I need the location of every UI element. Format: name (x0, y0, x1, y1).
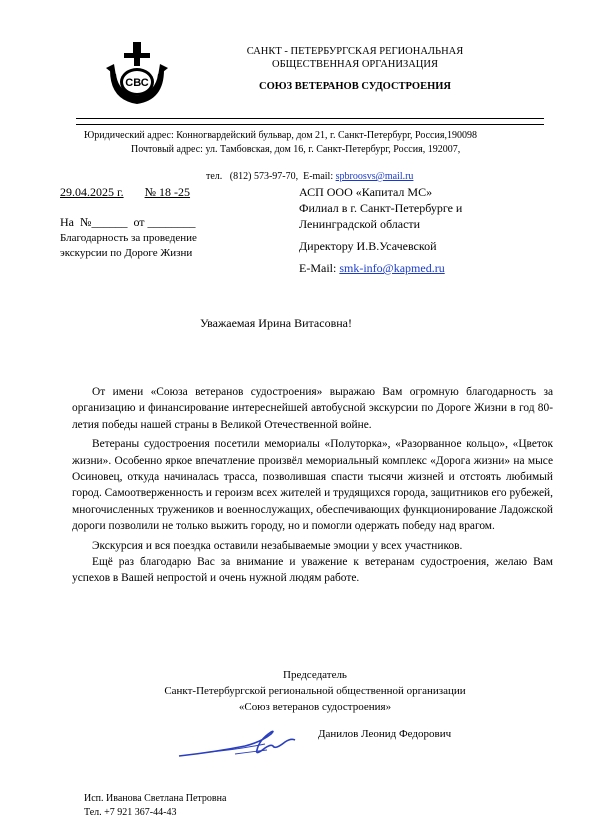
handwritten-signature (175, 722, 305, 766)
logo-text: СВС (125, 77, 149, 89)
recipient-email-link[interactable]: smk-info@kapmed.ru (339, 261, 445, 275)
org-line2: ОБЩЕСТВЕННАЯ ОРГАНИЗАЦИЯ (272, 59, 438, 70)
signer-name: Данилов Леонид Федорович (318, 728, 452, 740)
legal-address: Юридический адрес: Конногвардейский бульвар, дом 21, г. Санкт-Петербург, Россия,190098 (84, 130, 477, 141)
org-logo (104, 42, 170, 108)
anchor-logo-icon (104, 42, 170, 108)
letter-ref (60, 185, 190, 200)
letter-date: 29.04.2025 г. (60, 185, 124, 199)
recipient-block (299, 184, 462, 276)
org-line1: САНКТ - ПЕТЕРБУРГСКАЯ РЕГИОНАЛЬНАЯ (246, 46, 464, 57)
subject-line2: экскурсии по Дороге Жизни (60, 247, 193, 259)
subject-line1: Благодарность за проведение (60, 232, 197, 244)
org-name: СОЮЗ ВЕТЕРАНОВ СУДОСТРОЕНИЯ (258, 81, 451, 92)
letter-body (72, 384, 553, 587)
signature-block (118, 667, 512, 715)
body-paragraph: Ветераны судостроения посетили мемориалы «Полуторка», «Разорванное кольцо», «Цветок жизни». Особенно яркое впечатление произвёл мемориальный комплекс «Дорога жизни» на мысе Осиновец, откуда начиналась трасса, позволившая спасти тысячи жизней и отстоять любимый город. Самоотверженность и героизм всех жителей и трудящихся города, защитников его рубежей, многочисленных тружеников и военнослужащих, обеспечивающих функционирование Ладожской дороги позволили не только выжить городу, но и помогли одержать победу над врагом. (72, 438, 553, 533)
reply-to: На №______ от ________ (60, 215, 196, 229)
body-paragraph: Ещё раз благодарю Вас за внимание и уважение к ветеранам судостроения, желаю Вам успехов в Вашей непростой и очень нужной людям работе. (72, 556, 553, 585)
executor-block (84, 792, 226, 820)
recipient-line3: Ленинградской области (299, 217, 421, 231)
signature-title2: Санкт-Петербургской региональной общественной организации (164, 685, 466, 697)
recipient-line4: Директору И.В.Усачевской (299, 239, 437, 253)
recipient-line1: АСП ООО «Капитал МС» (299, 185, 433, 199)
recipient-email (299, 260, 462, 276)
org-header (215, 45, 495, 93)
recipient-email-label: E-Mail: (299, 261, 340, 275)
header-divider (76, 118, 544, 125)
salutation: Уважаемая Ирина Витасовна! (200, 316, 352, 330)
executor-name: Исп. Иванова Светлана Петровна (84, 793, 227, 804)
signature-title1: Председатель (283, 669, 347, 681)
org-email-link[interactable]: spbroosvs@mail.ru (335, 171, 414, 182)
body-paragraph: Экскурсия и вся поездка оставили незабываемые эмоции у всех участников. (92, 539, 463, 552)
contacts-line (201, 157, 413, 183)
contacts-prefix: тел. (812) 573-97-70, E-mail: (206, 171, 336, 182)
letter-number: № 18 -25 (144, 185, 191, 199)
signature-title3: «Союз ветеранов судостроения» (238, 701, 392, 713)
letter-subject (60, 231, 197, 261)
recipient-line2: Филиал в г. Санкт-Петербурге и (299, 201, 463, 215)
body-paragraph: От имени «Союза ветеранов судостроения» выражаю Вам огромную благодарность за организацию и финансирование интереснейшей автобусной экскурсии по Дороге Жизни в год 80-летия победы нашей страны в Великой Отечественной войне. (72, 386, 553, 431)
executor-phone: Тел. +7 921 367-44-43 (84, 807, 177, 818)
postal-address: Почтовый адрес: ул. Тамбовская, дом 16, г. Санкт-Петербург, Россия, 192007, (131, 144, 461, 155)
